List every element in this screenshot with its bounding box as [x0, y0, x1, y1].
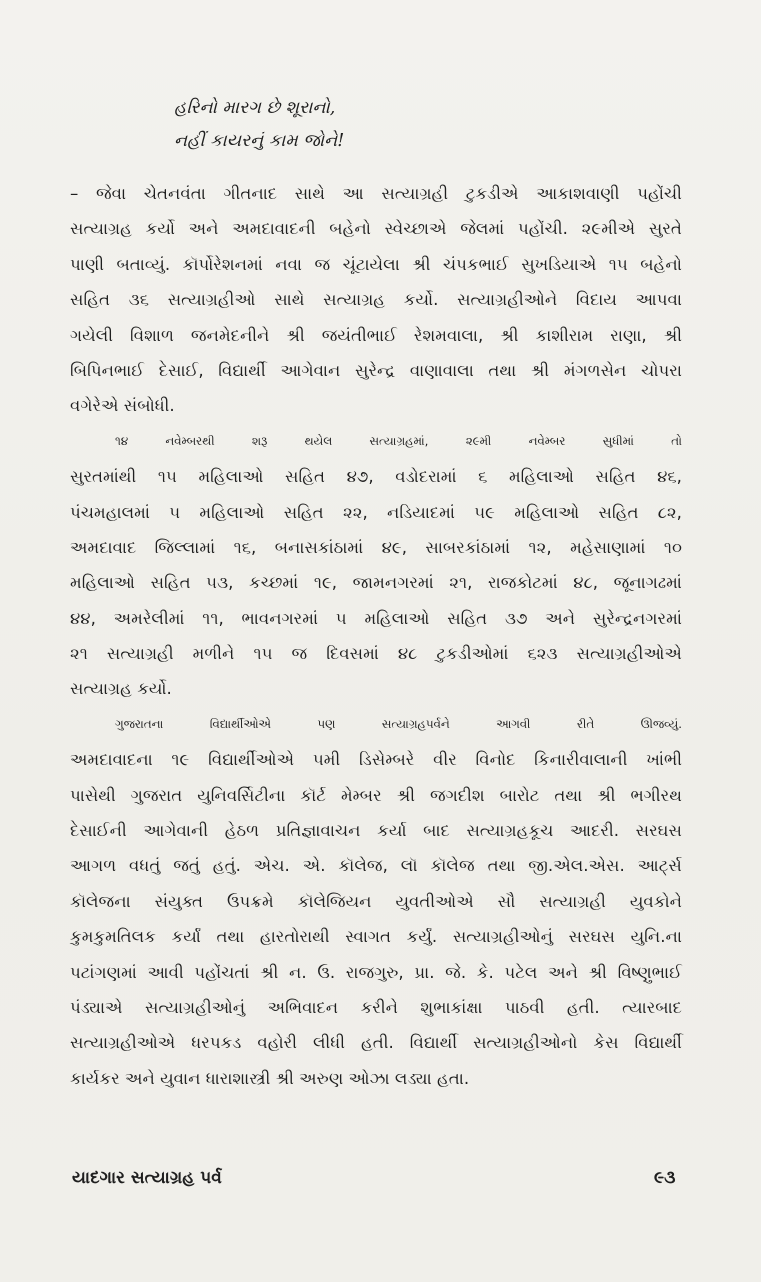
text-line: અમદાવાદ જિલ્લામાં ૧૬, બનાસકાંઠામાં ૪૯, સાબરકાંઠામાં ૧૨, મહેસાણામાં ૧૦ — [70, 537, 682, 557]
poem-line-2: નહીં કાયરનું કામ જોને! — [174, 131, 345, 151]
text-line: આગળ વધતું જતું હતું. એચ. એ. કૉલેજ, લૉ કૉલેજ તથા જી.એલ.એસ. આર્ટ્સ — [70, 856, 682, 876]
text-line: સુરતમાંથી ૧૫ મહિલાઓ સહિત ૪૭, વડોદરામાં ૬ મહિલાઓ સહિત ૪૬, — [70, 467, 682, 487]
text-line: પટાંગણમાં આવી પહોંચતાં શ્રી ન. ઉ. રાજગુરુ, પ્રા. જે. કે. પટેલ અને શ્રી વિષ્ણુભાઈ — [70, 962, 682, 982]
text-line: પાણી બતાવ્યું. કૉર્પોરેશનમાં નવા જ ચૂંટાયેલા શ્રી ચંપકભાઈ સુખડિયાએ ૧૫ બહેનો — [70, 254, 682, 274]
text-line: પંચમહાલમાં ૫ મહિલાઓ સહિત ૨૨, નડિયાદમાં ૫૯ મહિલાઓ સહિત ૮૨, — [70, 502, 682, 522]
text-line: સત્યાગ્રહીઓએ ધરપકડ વહોરી લીધી હતી. વિદ્યાર્થી સત્યાગ્રહીઓનો કેસ વિદ્યાર્થી — [70, 1033, 682, 1053]
text-line: કુમકુમતિલક કર્યાં તથા હારતોરાથી સ્વાગત કર્યું. સત્યાગ્રહીઓનું સરઘસ યુનિ.ના — [70, 927, 682, 947]
text-line: બિપિનભાઈ દેસાઈ, વિદ્યાર્થી આગેવાન સુરેન્દ્ર વાણાવાલા તથા શ્રી મંગળસેન ચોપરા — [70, 360, 682, 380]
page-number: ૯૩ — [654, 1168, 676, 1188]
paragraph — [70, 707, 682, 1096]
text-line: સત્યાગ્રહ કર્યો અને અમદાવાદની બહેનો સ્વેચ્છાએ જેલમાં પહોંચી. ૨૯મીએ સુરતે — [70, 219, 682, 239]
text-line: દેસાઈની આગેવાની હેઠળ પ્રતિજ્ઞાવાચન કર્યા બાદ સત્યાગ્રહકૂચ આદરી. સરઘસ — [70, 821, 682, 841]
poem-line-1: હરિનો મારગ છે શૂરાનો, — [174, 98, 336, 118]
running-footer-title: યાદગાર સત્યાગ્રહ પર્વ — [72, 1168, 222, 1188]
text-line: વગેરેએ સંબોધી. — [70, 396, 175, 416]
text-line: કાર્યકર અને યુવાન ધારાશાસ્ત્રી શ્રી અરુણ ઓઝા લડ્યા હતા. — [70, 1068, 470, 1088]
poem-quote — [174, 92, 594, 158]
text-line: ૪૪, અમરેલીમાં ૧૧, ભાવનગરમાં ૫ મહિલાઓ સહિત ૩૭ અને સુરેન્દ્રનગરમાં — [70, 608, 682, 628]
text-line: ગયેલી વિશાળ જનમેદનીને શ્રી જયંતીભાઈ રેશમવાલા, શ્રી કાશીરામ રાણા, શ્રી — [70, 325, 682, 345]
text-line: કૉલેજના સંયુક્ત ઉપક્રમે કૉલેજિયન યુવતીઓએ સૌ સત્યાગ્રહી યુવકોને — [70, 891, 682, 911]
body-text — [70, 176, 682, 1096]
text-line: – જેવા ચેતનવંતા ગીતનાદ સાથે આ સત્યાગ્રહી ટુકડીએ આકાશવાણી પહોંચી — [70, 184, 682, 203]
text-line: ૨૧ સત્યાગ્રહી મળીને ૧૫ જ દિવસમાં ૪૮ ટુકડીઓમાં ૬૨૩ સત્યાગ્રહીઓએ — [70, 644, 682, 664]
text-line: સહિત ૩૬ સત્યાગ્રહીઓ સાથે સત્યાગ્રહ કર્યો. સત્યાગ્રહીઓને વિદાય આપવા — [70, 290, 682, 310]
text-line: ગુજરાતના વિદ્યાર્થીઓએ પણ સત્યાગ્રહપર્વને આગવી રીતે ઊજવ્યું. — [115, 716, 682, 731]
paragraph — [70, 176, 682, 424]
paragraph — [70, 424, 682, 707]
text-line: અમદાવાદના ૧૯ વિદ્યાર્થીઓએ ૫મી ડિસેમ્બરે વીર વિનોદ કિનારીવાલાની ખાંભી — [70, 750, 682, 770]
text-line: મહિલાઓ સહિત ૫૩, કચ્છમાં ૧૯, જામનગરમાં ૨૧, રાજકોટમાં ૪૮, જૂનાગઢમાં — [70, 573, 682, 593]
text-line: પાસેથી ગુજરાત યુનિવર્સિટીના કૉર્ટ મેમ્બર શ્રી જગદીશ બારોટ તથા શ્રી ભગીરથ — [70, 785, 682, 805]
text-line: ૧૪ નવેમ્બરથી શરૂ થયેલ સત્યાગ્રહમાં, ૨૯મી નવેમ્બર સુધીમાં તો — [115, 433, 682, 448]
text-line: પંડ્યાએ સત્યાગ્રહીઓનું અભિવાદન કરીને શુભાકાંક્ષા પાઠવી હતી. ત્યારબાદ — [70, 997, 682, 1017]
text-line: સત્યાગ્રહ કર્યો. — [70, 679, 172, 699]
